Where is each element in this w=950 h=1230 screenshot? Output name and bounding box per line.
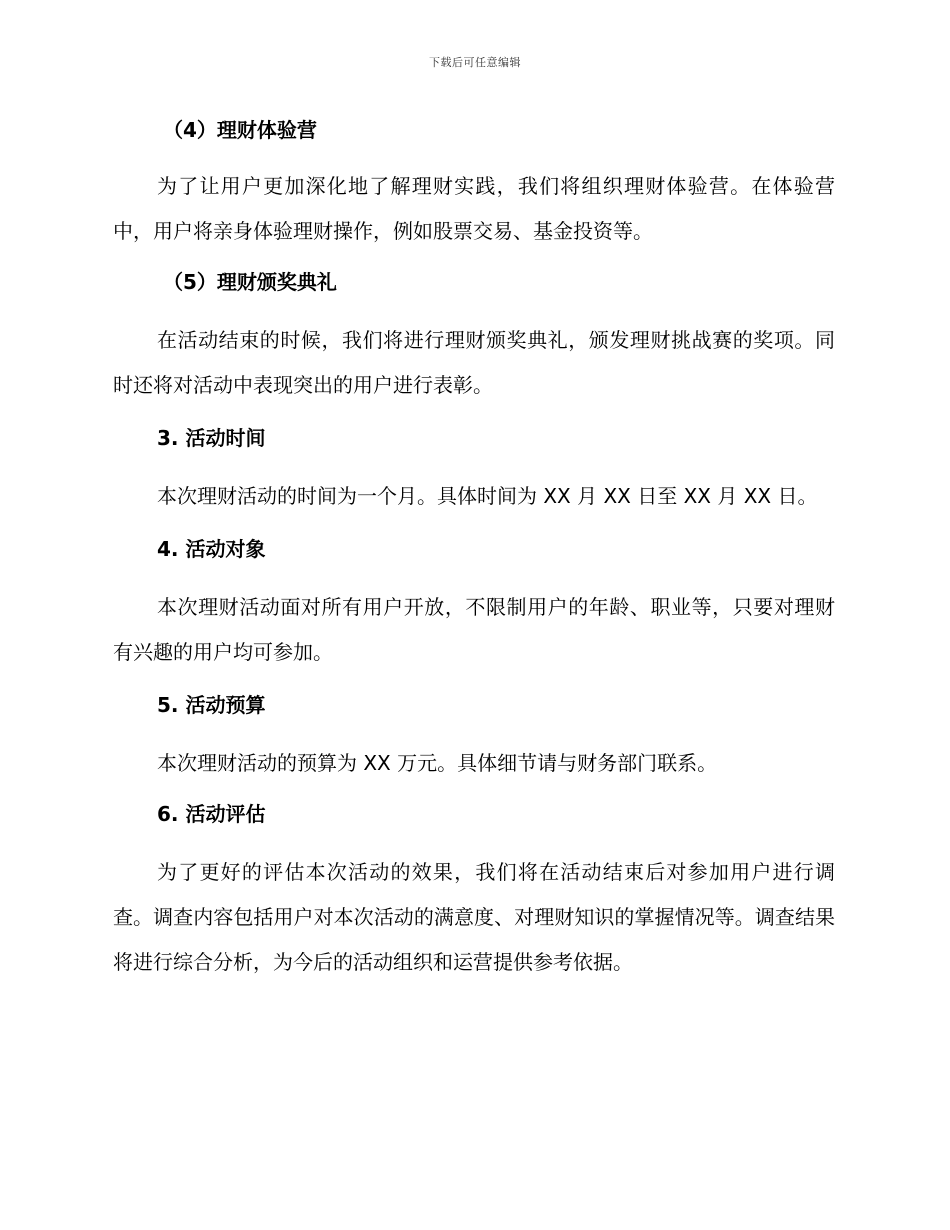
section-heading: （5）理财颁奖典礼 xyxy=(163,270,337,294)
section-paragraph: 本次理财活动的预算为 XX 万元。具体细节请与财务部门联系。 xyxy=(157,751,718,775)
section-heading: 3. 活动时间 xyxy=(157,426,266,450)
document-body xyxy=(113,112,835,985)
section-heading: （4）理财体验营 xyxy=(163,118,317,142)
section-paragraph: 为了更好的评估本次活动的效果，我们将在活动结束后对参加用户进行调查。调查内容包括用户对本次活动的满意度、对理财知识的掌握情况等。调查结果将进行综合分析，为今后的活动组织和运营提供参考依据。 xyxy=(113,860,835,974)
section-heading: 6. 活动评估 xyxy=(157,802,266,826)
section-heading: 4. 活动对象 xyxy=(157,537,266,561)
section-paragraph: 本次理财活动的时间为一个月。具体时间为 XX 月 XX 日至 XX 月 XX 日。 xyxy=(157,484,818,508)
section-paragraph: 在活动结束的时候，我们将进行理财颁奖典礼，颁发理财挑战赛的奖项。同时还将对活动中表现突出的用户进行表彰。 xyxy=(113,328,835,397)
header-note: 下载后可任意编辑 xyxy=(429,56,521,69)
section-paragraph: 本次理财活动面对所有用户开放，不限制用户的年龄、职业等，只要对理财有兴趣的用户均可参加。 xyxy=(113,595,835,664)
section-paragraph: 为了让用户更加深化地了解理财实践，我们将组织理财体验营。在体验营中，用户将亲身体验理财操作，例如股票交易、基金投资等。 xyxy=(113,174,835,243)
section-heading: 5. 活动预算 xyxy=(157,693,266,717)
